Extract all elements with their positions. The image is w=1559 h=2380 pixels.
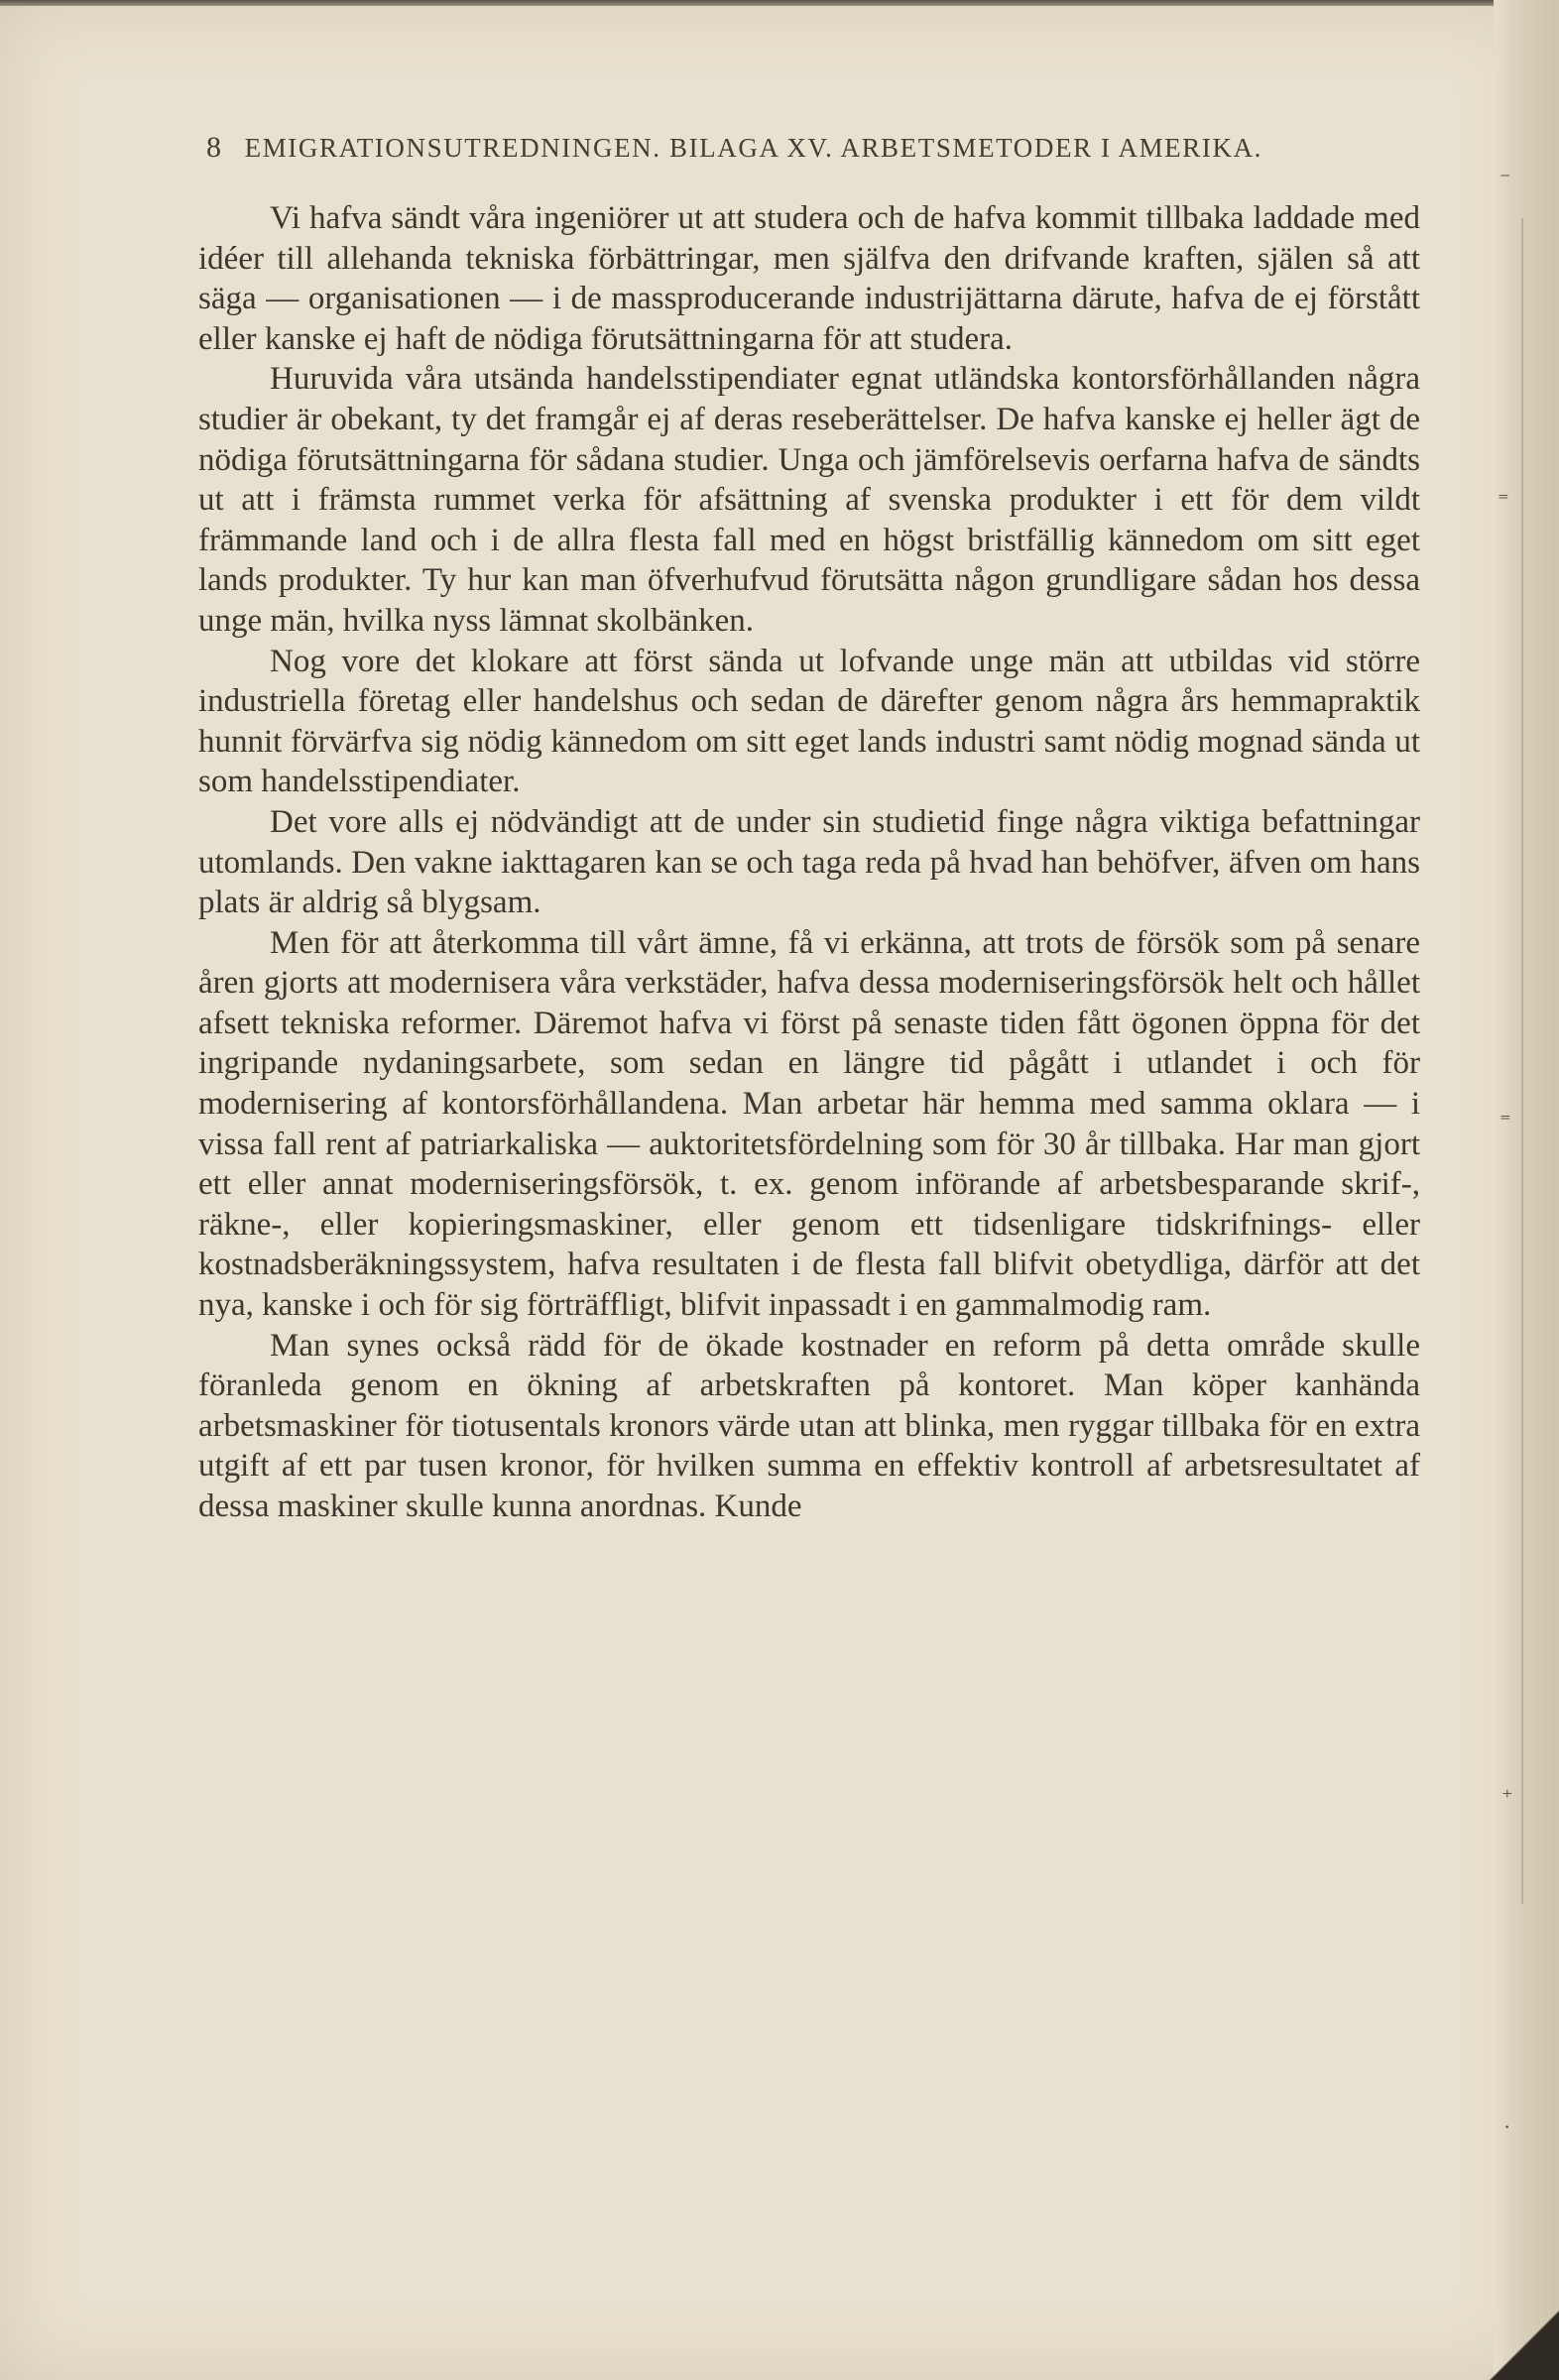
top-edge-rule [0,0,1527,6]
paragraph: Huruvida våra utsända handelsstipendiater egnat utländska kontorsförhållanden några studier är obekant, ty det framgår ej af deras reseberättelser. De hafva kanske ej heller ägt de nödiga förutsättningarna för sådana studier. Unga och jämförelsevis oerfarna hafva de sändts ut att i främsta rummet verka för afsättning af svenska produkter i ett för dem vildt främmande land och i de allra flesta fall med en högst bristfällig kännedom om sitt eget lands produkter. Ty hur kan man öfverhufvud förutsätta någon grundligare sådan hos dessa unge män, hvilka nyss lämnat skolbänken. [198,361,1420,639]
margin-mark: ⁺ [1501,1785,1513,1810]
paragraph: Vi hafva sändt våra ingeniörer ut att studera och de hafva kommit tillbaka laddade med idéer till allehanda tekniska förbättringar, men själfva den drifvande kraften, själen så att säga — organisationen — i de massproducerande industrijättarna därute, hafva de ej förstått eller kanske ej haft de nödiga förutsättningarna för att studera. [198,200,1420,357]
margin-mark: ⁻ [1499,167,1511,191]
running-header [206,131,1426,165]
page-corner-shadow [1488,2311,1559,2380]
margin-mark: ⁼ [1499,1109,1511,1133]
gutter-line [1521,218,1523,1904]
book-gutter-edge [1494,0,1559,2380]
running-title: EMIGRATIONSUTREDNINGEN. BILAGA XV. ARBETSMETODER I AMERIKA. [244,133,1263,163]
paragraph: Man synes också rädd för de ökade kostnader en reform på detta område skulle föranleda genom en ökning af arbetskraften på kontoret. Man köper kanhända arbetsmaskiner för tiotusentals kronors värde utan att blinka, men ryggar tillbaka för en extra utgift af ett par tusen kronor, för hvilken summa en effektiv kontroll af arbetsresultatet af dessa maskiner skulle kunna anordnas. Kunde [198,1327,1420,1524]
paragraph: Nog vore det klokare att först sända ut lofvande unge män att utbildas vid större industriella företag eller handelshus och sedan de därefter genom några års hemmapraktik hunnit förvärfva sig nödig kännedom om sitt eget lands industri samt nödig mognad sända ut som handelsstipendiater. [198,643,1420,800]
body-text [198,198,1420,1527]
margin-mark: ⁼ [1498,488,1509,513]
page-number: 8 [206,131,223,164]
margin-mark: · [1503,2114,1511,2139]
paragraph: Men för att återkomma till vårt ämne, få vi erkänna, att trots de försök som på senare åren gjorts att modernisera våra verkstäder, hafva dessa moderniseringsförsök helt och hållet afsett tekniska reformer. Däremot hafva vi först på senaste tiden fått ögonen öppna för det ingripande nydaningsarbete, som sedan en längre tid pågått i utlandet i och för modernisering af kontorsförhållandena. Man arbetar här hemma med samma oklara — i vissa fall rent af patriarkaliska — auktoritetsfördelning som för 30 år tillbaka. Har man gjort ett eller annat moderniseringsförsök, t. ex. genom införande af arbetsbesparande skrif-, räkne-, eller kopieringsmaskiner, eller genom ett tidsenligare tidskrifnings- eller kostnadsberäkningssystem, hafva resultaten i de flesta fall blifvit obetydliga, därför att det nya, kanske i och för sig förträffligt, blifvit inpassadt i en gammalmodig ram. [198,924,1420,1324]
paragraph: Det vore alls ej nödvändigt att de under sin studietid finge några viktiga befattningar utomlands. Den vakne iakttagaren kan se och taga reda på hvad han behöfver, äfven om hans plats är aldrig så blygsam. [198,803,1420,921]
